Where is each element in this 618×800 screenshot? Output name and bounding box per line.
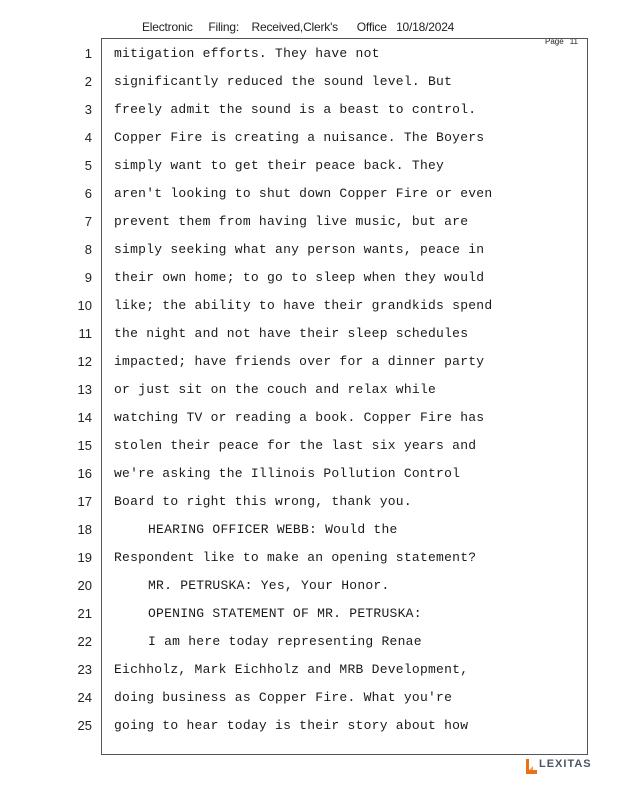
- transcript-line: simply want to get their peace back. They: [114, 158, 445, 173]
- line-number: 16: [77, 466, 92, 481]
- line-number: 9: [84, 270, 92, 285]
- line-number: 6: [84, 186, 92, 201]
- transcript-line: impacted; have friends over for a dinner party: [114, 354, 485, 369]
- line-number: 17: [77, 494, 92, 509]
- transcript-line: we're asking the Illinois Pollution Control: [114, 466, 461, 481]
- lexitas-logo: [524, 758, 592, 775]
- transcript-line: like; the ability to have their grandkids spend: [114, 298, 493, 313]
- transcript-line: Respondent like to make an opening statement?: [114, 550, 477, 565]
- line-number: 5: [84, 158, 92, 173]
- transcript-line: going to hear today is their story about how: [114, 718, 469, 733]
- filing-stamp: Electronic Filing: Received,Clerk's Office 10/18/2024: [142, 20, 455, 34]
- line-number: 8: [84, 242, 92, 257]
- page-label: Page: [545, 37, 564, 46]
- transcript-line: Board to right this wrong, thank you.: [114, 494, 412, 509]
- transcript-line: stolen their peace for the last six years and: [114, 438, 477, 453]
- transcript-line: mitigation efforts. They have not: [114, 46, 380, 61]
- transcript-line: MR. PETRUSKA: Yes, Your Honor.: [148, 578, 390, 593]
- line-number: 22: [77, 634, 92, 649]
- line-number: 3: [84, 102, 92, 117]
- line-number: 25: [77, 718, 92, 733]
- transcript-line: freely admit the sound is a beast to control.: [114, 102, 477, 117]
- transcript-line: or just sit on the couch and relax while: [114, 382, 437, 397]
- transcript-line: doing business as Copper Fire. What you're: [114, 690, 453, 705]
- lexitas-mark-icon: [524, 758, 538, 775]
- line-number: 12: [77, 354, 92, 369]
- line-number: 21: [77, 606, 92, 621]
- transcript-line: watching TV or reading a book. Copper Fire has: [114, 410, 485, 425]
- line-number: 15: [77, 438, 92, 453]
- page-number-value: 11: [569, 37, 578, 46]
- transcript-line: significantly reduced the sound level. But: [114, 74, 453, 89]
- line-number: 4: [84, 130, 92, 145]
- transcript-line: OPENING STATEMENT OF MR. PETRUSKA:: [148, 606, 422, 621]
- transcript-line: HEARING OFFICER WEBB: Would the: [148, 522, 398, 537]
- line-number: 1: [84, 46, 92, 61]
- transcript-line: their own home; to go to sleep when they would: [114, 270, 485, 285]
- line-number: 24: [77, 690, 92, 705]
- line-number: 14: [77, 410, 92, 425]
- line-number: 19: [77, 550, 92, 565]
- line-number: 20: [77, 578, 92, 593]
- transcript-line: simply seeking what any person wants, peace in: [114, 242, 485, 257]
- transcript-line: I am here today representing Renae: [148, 634, 422, 649]
- line-number: 7: [84, 214, 92, 229]
- line-number: 13: [77, 382, 92, 397]
- transcript-text: [114, 44, 584, 744]
- line-number: 2: [84, 74, 92, 89]
- line-number: 23: [77, 662, 92, 677]
- transcript-line: the night and not have their sleep schedules: [114, 326, 469, 341]
- transcript-line: Eichholz, Mark Eichholz and MRB Development,: [114, 662, 469, 677]
- line-number: 18: [77, 522, 92, 537]
- line-number: 10: [77, 298, 92, 313]
- transcript-line: Copper Fire is creating a nuisance. The Boyers: [114, 130, 485, 145]
- logo-text: LEXITAS: [539, 757, 592, 770]
- line-number: 11: [78, 326, 92, 341]
- transcript-line: prevent them from having live music, but are: [114, 214, 469, 229]
- line-number-column: [60, 44, 92, 744]
- transcript-line: aren't looking to shut down Copper Fire or even: [114, 186, 493, 201]
